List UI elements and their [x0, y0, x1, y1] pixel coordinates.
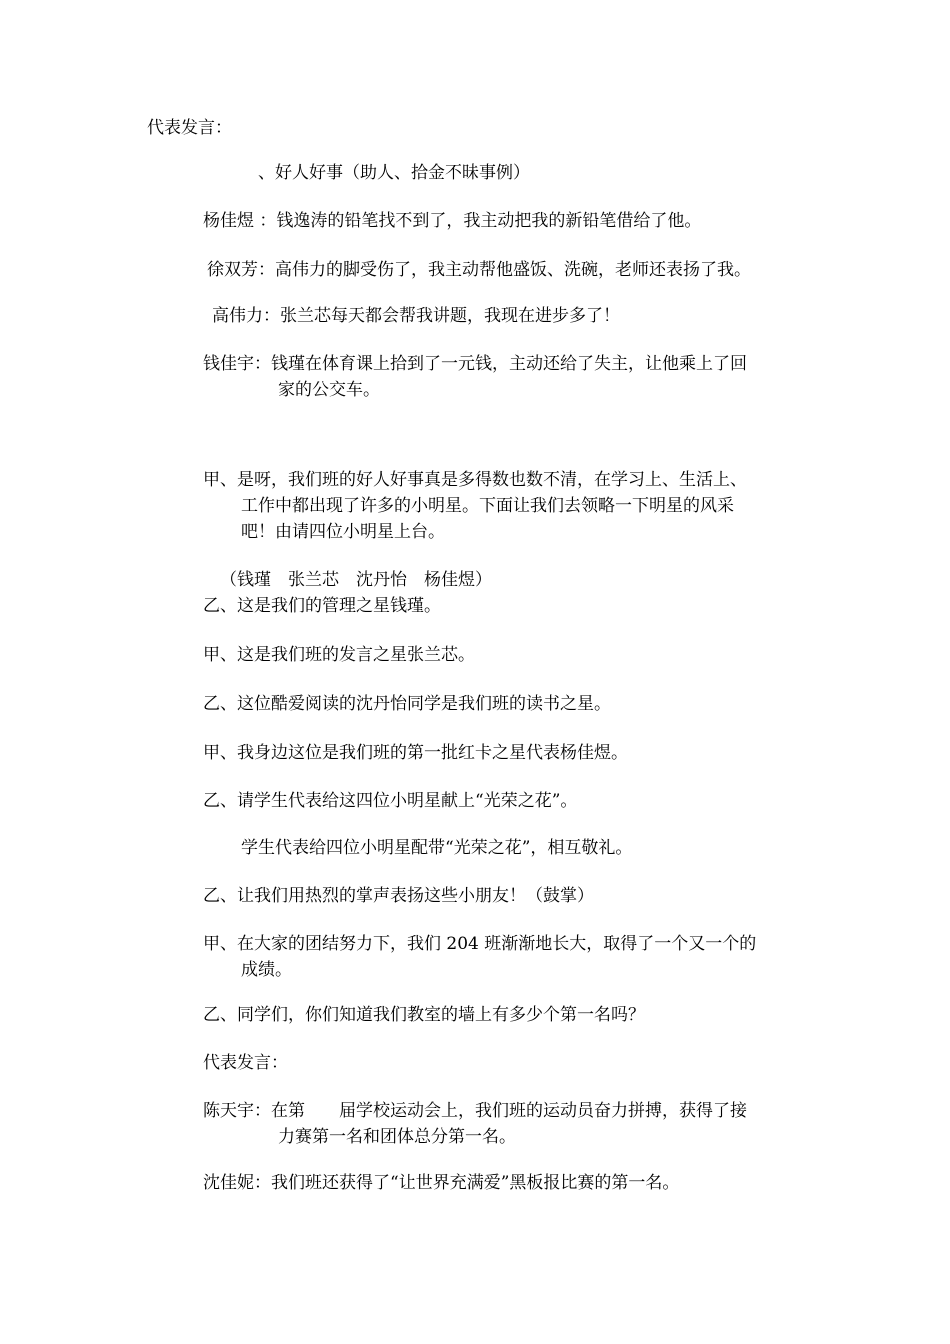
paragraph-continuation: 家的公交车。 — [278, 380, 380, 400]
paragraph-first-line: 陈天宇：在第 届学校运动会上，我们班的运动员奋力拼搏，获得了接 — [203, 1101, 747, 1121]
dialogue-line: 乙、请学生代表给这四位小明星献上“光荣之花”。 — [203, 791, 578, 811]
speech-line-gao: 高伟力：张兰芯每天都会帮我讲题，我现在进步多了！ — [212, 306, 620, 326]
paragraph-first-line: 甲、在大家的团结努力下，我们 204 班渐渐地长大，取得了一个又一个的 — [203, 934, 757, 954]
speech-line-yang: 杨佳煜 ：钱逸涛的铅笔找不到了，我主动把我的新铅笔借给了他。 — [203, 211, 702, 231]
dialogue-line: 乙、让我们用热烈的掌声表扬这些小朋友！（鼓掌） — [203, 886, 594, 906]
paragraph-continuation: 工作中都出现了许多的小明星。下面让我们去领略一下明星的风采 — [241, 496, 734, 516]
section-heading-speech-2: 代表发言： — [203, 1053, 288, 1073]
dialogue-line: 乙、这位酷爱阅读的沈丹怡同学是我们班的读书之星。 — [203, 694, 611, 714]
dialogue-paragraph-jia-204 — [203, 931, 823, 983]
paragraph-first-line: 甲、是呀，我们班的好人好事真是多得数也数不清，在学习上、生活上、 — [203, 470, 747, 490]
subheading-good-deeds: 、好人好事（助人、拾金不昧事例） — [258, 163, 530, 183]
dialogue-line: 甲、我身边这位是我们班的第一批红卡之星代表杨佳煜。 — [203, 743, 628, 763]
speech-line-shen: 沈佳妮：我们班还获得了“让世界充满爱”黑板报比赛的第一名。 — [203, 1173, 680, 1193]
speech-paragraph-chen — [203, 1098, 823, 1150]
dialogue-line: 甲、这是我们班的发言之星张兰芯。 — [203, 645, 475, 665]
paragraph-continuation: 吧！由请四位小明星上台。 — [241, 522, 445, 542]
paragraph-continuation: 成绩。 — [241, 960, 292, 980]
dialogue-line: 乙、这是我们的管理之星钱瑾。 — [203, 596, 441, 616]
speech-line-xu: 徐双芳：高伟力的脚受伤了，我主动帮他盛饭、洗碗，老师还表扬了我。 — [207, 260, 751, 280]
dialogue-line: 乙、同学们，你们知道我们教室的墙上有多少个第一名吗？ — [203, 1005, 645, 1025]
paragraph-continuation: 力赛第一名和团体总分第一名。 — [278, 1127, 516, 1147]
speech-paragraph-qian — [203, 351, 823, 403]
section-heading-speech: 代表发言： — [147, 118, 232, 138]
dialogue-paragraph-jia-stars — [203, 467, 823, 545]
stage-names-line: （钱瑾 张兰芯 沈丹怡 杨佳煜） — [220, 570, 492, 590]
paragraph-first-line: 钱佳宇：钱瑾在体育课上拾到了一元钱，主动还给了失主，让他乘上了回 — [203, 354, 747, 374]
stage-direction: 学生代表给四位小明星配带“光荣之花”，相互敬礼。 — [241, 838, 633, 858]
